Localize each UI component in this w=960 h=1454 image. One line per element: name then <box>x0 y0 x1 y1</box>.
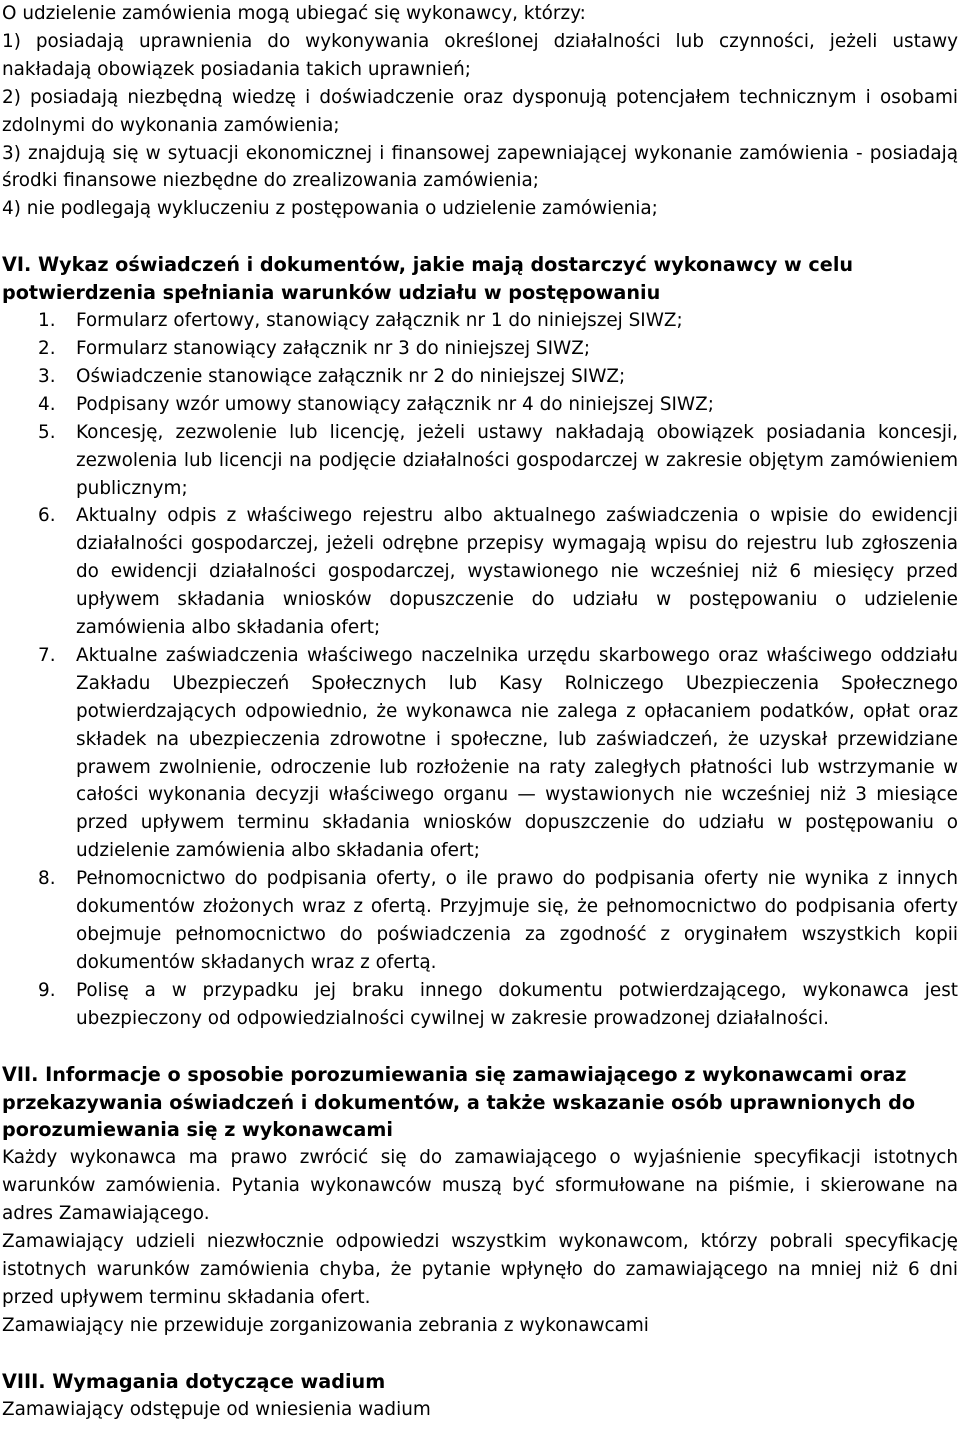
section-vii-paragraph: Każdy wykonawca ma prawo zwrócić się do zamawiającego o wyjaśnienie specyfikacji istotnych warunków zamówienia. Pytania wykonawców muszą być sformułowane na piśmie, i skierowane na adres Zamawiającego. <box>2 1147 958 1225</box>
list-item-text: Pełnomocnictwo do podpisania oferty, o ile prawo do podpisania oferty nie wynika z innych dokumentów złożonych wraz z ofertą. Przyjmuje się, że pełnomocnictwo do podpisania oferty obejmuje pełnomocnictwo do poświadczenia za zgodność z oryginałem wszystkich kopii dokumentów składanych wraz z ofertą. <box>76 868 958 973</box>
list-item <box>2 502 958 642</box>
section-vi-heading: VI. Wykaz oświadczeń i dokumentów, jakie mają dostarczyć wykonawcy w celu potwierdzenia spełniania warunków udziału w postępowaniu <box>2 253 854 305</box>
list-item-text: Polisę a w przypadku jej braku innego dokumentu potwierdzającego, wykonawca jest ubezpieczony od odpowiedzialności cywilnej w zakresie prowadzonej działalności. <box>76 979 958 1029</box>
section-viii-text: Zamawiający odstępuje od wniesienia wadium <box>2 1398 431 1420</box>
list-item-text: Aktualne zaświadczenia właściwego naczelnika urzędu skarbowego oraz właściwego oddziału Zakładu Ubezpieczeń Społecznych lub Kasy Rolniczego Ubezpieczenia Społecznego potwierdzających odpowiednio, że wykonawca nie zalega z opłacaniem podatków, opłat oraz składek na ubezpieczenia zdrowotne i społeczne, lub zaświadczeń, że uzyskał przewidziane prawem zwolnienie, odroczenie lub rozłożenie na raty zaległych płatności lub wstrzymanie w całości wykonania decyzji właściwego organu — wystawionych nie wcześniej niż 3 miesiące przed upływem terminu składania wniosków dopuszczenie do udziału w postępowaniu o udzielenie zamówienia albo składania ofert; <box>76 644 958 862</box>
condition-3: 3) znajdują się w sytuacji ekonomicznej i finansowej zapewniającej wykonanie zamówienia - posiadają środki finansowe niezbędne do zrealizowania zamówienia; <box>2 142 958 192</box>
list-item-number: 5. <box>38 421 56 443</box>
list-item <box>2 307 958 335</box>
list-item <box>2 977 958 1033</box>
eligibility-section <box>2 0 958 223</box>
list-item <box>2 391 958 419</box>
list-item <box>2 419 958 503</box>
section-viii <box>2 1368 958 1424</box>
section-vii-heading: VII. Informacje o sposobie porozumiewania się zamawiającego z wykonawcami oraz przekazywania oświadczeń i dokumentów, a także wskazanie osób uprawnionych do porozumiewania się z wykonawcami <box>2 1062 916 1142</box>
section-vii <box>2 1061 958 1340</box>
list-item-text: Formularz stanowiący załącznik nr 3 do niniejszej SIWZ; <box>76 337 591 359</box>
list-item-text: Koncesję, zezwolenie lub licencję, jeżeli ustawy nakładają obowiązek posiadania koncesji, zezwolenia lub licencji na podjęcie działalności gospodarczej w zakresie objętym zamówieniem publicznym; <box>76 421 958 499</box>
spacer <box>2 1340 958 1368</box>
condition-4: 4) nie podlegają wykluczeniu z postępowania o udzielenie zamówienia; <box>2 198 658 220</box>
list-item <box>2 642 958 865</box>
list-item <box>2 865 958 977</box>
list-item-number: 7. <box>38 644 56 666</box>
eligibility-lead: O udzielenie zamówienia mogą ubiegać się wykonawcy, którzy: <box>2 3 586 24</box>
list-item-number: 6. <box>38 505 56 527</box>
list-item-text: Formularz ofertowy, stanowiący załącznik nr 1 do niniejszej SIWZ; <box>76 310 683 332</box>
section-vi <box>2 251 958 1032</box>
section-vii-paragraph: Zamawiający udzieli niezwłocznie odpowiedzi wszystkim wykonawcom, którzy pobrali specyfikację istotnych warunków zamówienia chyba, że pytanie wpłynęło do zamawiającego na mniej niż 6 dni przed upływem terminu składania ofert. <box>2 1231 958 1308</box>
list-item-number: 9. <box>38 979 56 1001</box>
section-vii-paragraph: Zamawiający nie przewiduje zorganizowania zebrania z wykonawcami <box>2 1314 649 1336</box>
condition-2: 2) posiadają niezbędną wiedzę i doświadczenie oraz dysponują potencjałem technicznym i osobami zdolnymi do wykonania zamówienia; <box>2 86 958 136</box>
list-item-number: 8. <box>38 868 56 890</box>
list-item-number: 1. <box>38 310 56 332</box>
spacer <box>2 1033 958 1061</box>
list-item-number: 4. <box>38 393 56 415</box>
required-documents-list <box>2 307 958 1033</box>
list-item-text: Aktualny odpis z właściwego rejestru albo aktualnego zaświadczenia o wpisie do ewidencji działalności gospodarczej, jeżeli odrębne przepisy wymagają wpisu do rejestru lub zgłoszenia do ewidencji działalności gospodarczej, wystawionego nie wcześniej niż 6 miesięcy przed upływem składania wniosków dopuszczenie do udziału w postępowaniu o udzielenie zamówienia albo składania ofert; <box>76 505 958 639</box>
list-item <box>2 335 958 363</box>
spacer <box>2 223 958 251</box>
list-item-number: 2. <box>38 337 56 359</box>
list-item <box>2 363 958 391</box>
list-item-text: Oświadczenie stanowiące załącznik nr 2 do niniejszej SIWZ; <box>76 365 626 387</box>
list-item-text: Podpisany wzór umowy stanowiący załącznik nr 4 do niniejszej SIWZ; <box>76 393 714 415</box>
list-item-number: 3. <box>38 365 56 387</box>
condition-1: 1) posiadają uprawnienia do wykonywania określonej działalności lub czynności, jeżeli ustawy nakładają obowiązek posiadania takich uprawnień; <box>2 30 958 80</box>
section-viii-heading: VIII. Wymagania dotyczące wadium <box>2 1369 386 1393</box>
